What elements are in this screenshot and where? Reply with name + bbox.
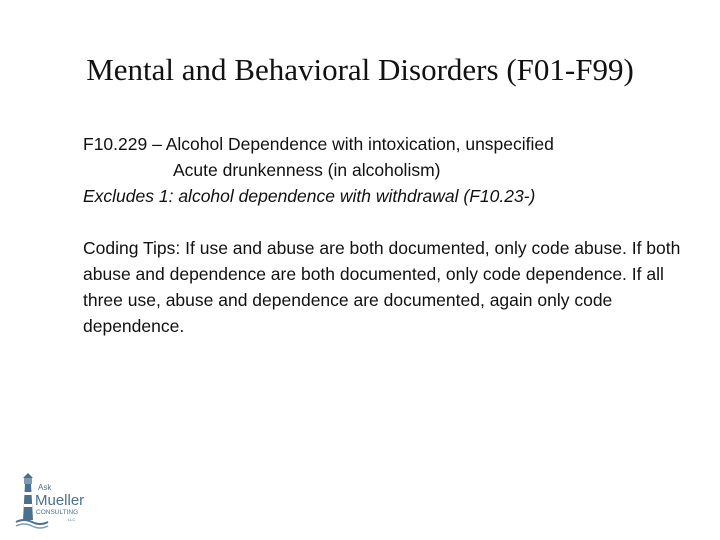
inclusion-term: Acute drunkenness (in alcoholism) <box>173 160 441 180</box>
logo-word-top: Ask <box>38 483 52 492</box>
code-line: F10.229 – Alcohol Dependence with intoxication, unspecified <box>83 134 554 154</box>
lighthouse-icon <box>14 470 94 532</box>
company-logo <box>14 470 94 532</box>
spacer <box>83 209 683 235</box>
excludes-note: Excludes 1: alcohol dependence with withdrawal (F10.23-) <box>83 186 536 206</box>
coding-tips: Coding Tips: If use and abuse are both documented, only code abuse. If both abuse and dependence are both documented, only code dependence. If all three use, abuse and dependence are documented, again only code dependence. <box>83 238 681 336</box>
logo-word-sub: CONSULTING <box>36 509 79 516</box>
slide-title: Mental and Behavioral Disorders (F01-F99) <box>86 52 634 87</box>
slide-body <box>83 131 683 339</box>
logo-word-suffix: LLC <box>68 517 76 522</box>
logo-word-main: Mueller <box>35 492 85 509</box>
